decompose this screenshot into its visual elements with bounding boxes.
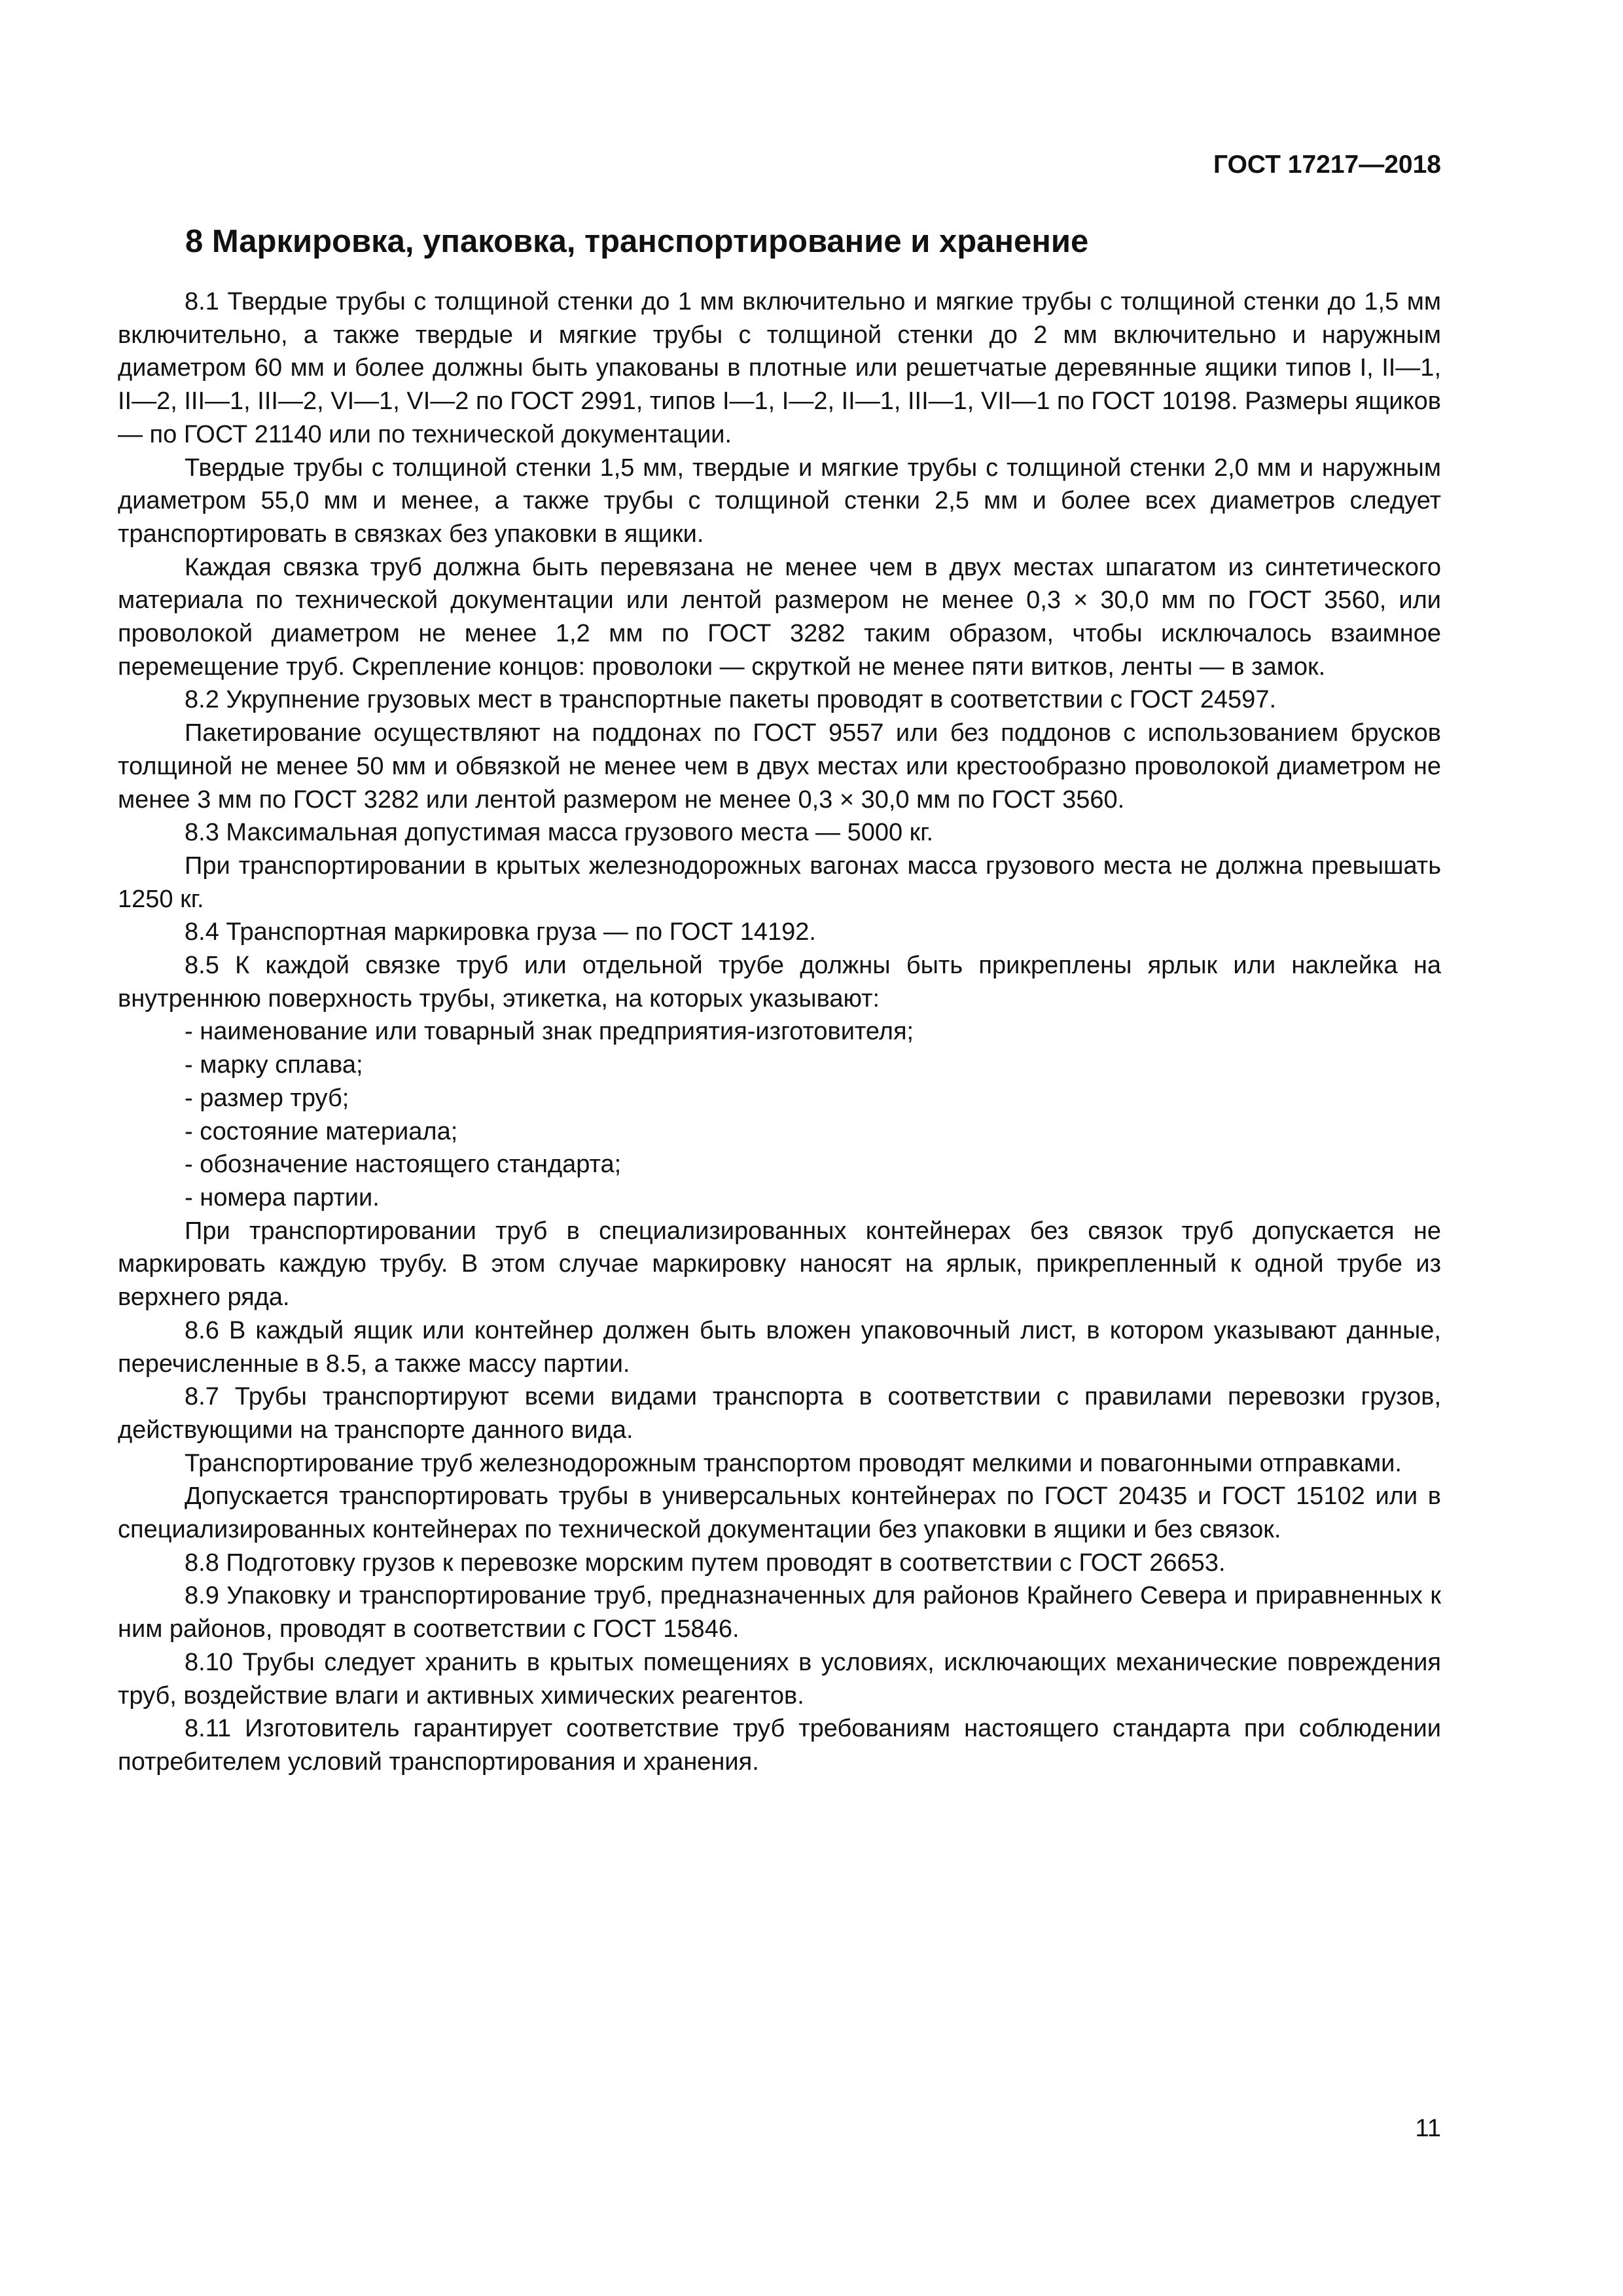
page-number: 11 [1415, 2115, 1441, 2142]
paragraph-8-7: 8.7 Трубы транспортируют всеми видами транспорта в соответствии с правилами перевозки грузов, действующими на транспорте данного вида. [118, 1383, 1441, 1444]
paragraph-8-5-containers: При транспортировании труб в специализированных контейнерах без связок труб допускается не маркировать каждую трубу. В этом случае маркировку наносят на ярлык, прикрепленный к одной трубе из верхнего ряда. [118, 1217, 1441, 1312]
paragraph-8-5: 8.5 К каждой связке труб или отдельной трубе должны быть прикреплены ярлык или наклейка на внутреннюю поверхность трубы, этикетка, на которых указывают: [118, 952, 1441, 1013]
section-title: 8 Маркировка, упаковка, транспортирование и хранение [185, 224, 1089, 259]
paragraph-8-1-bundle-tying: Каждая связка труб должна быть перевязана не менее чем в двух местах шпагатом из синтетического материала по технической документации или лентой размером не менее 0,3 × 30,0 мм по ГОСТ 3560, или проволокой диаметром не менее 1,2 мм по ГОСТ 3282 таким образом, чтобы исключалось взаимное перемещение труб. Скрепление концов: проволоки — скруткой не менее пяти витков, ленты — в замок. [118, 553, 1441, 681]
list-item: - марку сплава; [185, 1051, 363, 1079]
paragraph-8-1-thick-walls: Твердые трубы с толщиной стенки 1,5 мм, твердые и мягкие трубы с толщиной стенки 2,0 мм и наружным диаметром 55,0 мм и менее, а также трубы с толщиной стенки 2,5 мм и более всех диаметров следует транспортировать в связках без упаковки в ящики. [118, 454, 1441, 548]
paragraph-8-2: 8.2 Укрупнение грузовых мест в транспортные пакеты проводят в соответствии с ГОСТ 24597. [185, 686, 1277, 714]
paragraph-8-7-railway: Транспортирование труб железнодорожным транспортом проводят мелкими и повагонными отправками. [185, 1449, 1402, 1477]
paragraph-8-4: 8.4 Транспортная маркировка груза — по ГОСТ 14192. [185, 918, 816, 946]
section-body [118, 285, 1441, 1779]
list-item: - наименование или товарный знак предприятия-изготовителя; [185, 1018, 914, 1046]
paragraph-8-3: 8.3 Максимальная допустимая масса грузового места — 5000 кг. [185, 819, 934, 847]
paragraph-8-7-universal-containers: Допускается транспортировать трубы в универсальных контейнерах по ГОСТ 20435 и ГОСТ 15102 или в специализированных контейнерах по технической документации без упаковки в ящики и без связок. [118, 1482, 1441, 1544]
paragraph-8-3-railway: При транспортировании в крытых железнодорожных вагонах масса грузового места не должна превышать 1250 кг. [118, 852, 1441, 913]
paragraph-8-2-packaging: Пакетирование осуществляют на поддонах по ГОСТ 9557 или без поддонов с использованием брусков толщиной не менее 50 мм и обвязкой не менее чем в двух местах или крестообразно проволокой диаметром не менее 3 мм по ГОСТ 3282 или лентой размером не менее 0,3 × 30,0 мм по ГОСТ 3560. [118, 719, 1441, 814]
paragraph-8-11: 8.11 Изготовитель гарантирует соответствие труб требованиям настоящего стандарта при соблюдении потребителем условий транспортирования и хранения. [118, 1715, 1441, 1776]
paragraph-8-6: 8.6 В каждый ящик или контейнер должен быть вложен упаковочный лист, в котором указывают данные, перечисленные в 8.5, а также массу партии. [118, 1316, 1441, 1378]
paragraph-8-9: 8.9 Упаковку и транспортирование труб, предназначенных для районов Крайнего Севера и приравненных к ним районов, проводят в соответствии с ГОСТ 15846. [118, 1582, 1441, 1643]
paragraph-8-8: 8.8 Подготовку грузов к перевозке морским путем проводят в соответствии с ГОСТ 26653. [185, 1549, 1226, 1577]
document-code: ГОСТ 17217—2018 [1213, 151, 1441, 179]
list-item: - размер труб; [185, 1084, 349, 1112]
list-item: - состояние материала; [185, 1117, 458, 1145]
list-item: - номера партии. [185, 1183, 380, 1211]
paragraph-8-10: 8.10 Трубы следует хранить в крытых помещениях в условиях, исключающих механические повреждения труб, воздействие влаги и активных химических реагентов. [118, 1648, 1441, 1710]
paragraph-8-1: 8.1 Твердые трубы с толщиной стенки до 1 мм включительно и мягкие трубы с толщиной стенки до 1,5 мм включительно, а также твердые и мягкие трубы с толщиной стенки до 2 мм включительно и наружным диаметром 60 мм и более должны быть упакованы в плотные или решетчатые деревянные ящики типов I, II—1, II—2, III—1, III—2, VI—1, VI—2 по ГОСТ 2991, типов I—1, I—2, II—1, III—1, VII—1 по ГОСТ 10198. Размеры ящиков — по ГОСТ 21140 или по технической документации. [118, 288, 1441, 448]
list-item: - обозначение настоящего стандарта; [185, 1151, 622, 1179]
